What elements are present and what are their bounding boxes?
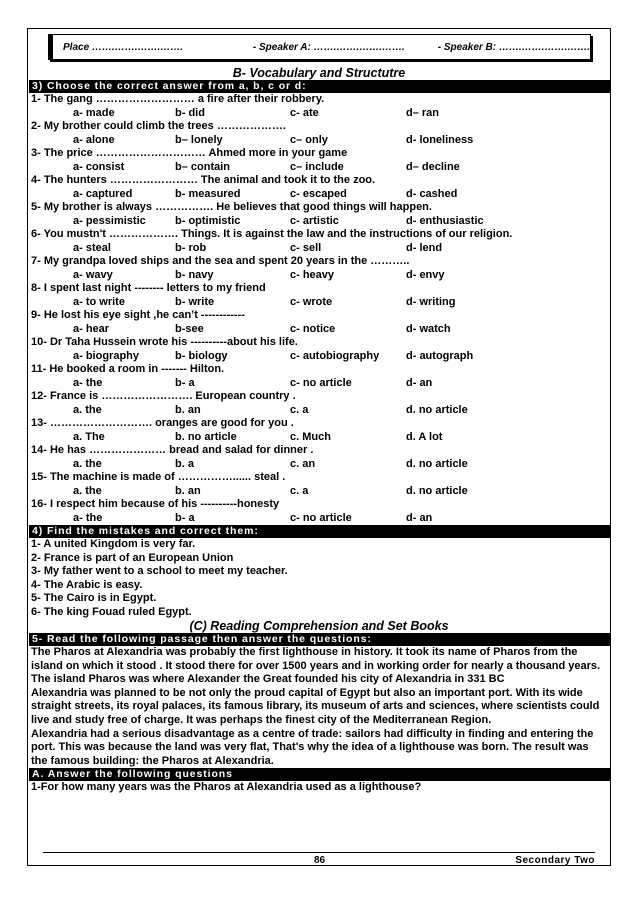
mcq-option: d. no article: [406, 457, 468, 470]
grade-level: Secondary Two: [515, 855, 595, 866]
mcq-option: a- steal: [73, 241, 111, 254]
mcq-option: b-see: [175, 322, 204, 335]
mcq-option: a. the: [73, 403, 102, 416]
mcq-option: b- optimistic: [175, 214, 241, 227]
mcq-option: b- rob: [175, 241, 207, 254]
mcq-question: 4- The hunters …………………… The animal and took it to the zoo.: [31, 174, 376, 186]
mcq-options: [28, 431, 610, 445]
mcq-option: d- autograph: [406, 349, 474, 362]
mcq-option: b- measured: [175, 187, 241, 200]
mcq-option: a- the: [73, 511, 103, 524]
mcq-option: b- a: [175, 511, 195, 524]
mcq-option: a- hear: [73, 322, 110, 335]
mcq-option: a. the: [73, 457, 102, 470]
mcq-options: [28, 377, 610, 391]
mcq-option: d- enthusiastic: [406, 214, 484, 227]
mcq-options: [28, 404, 610, 418]
mcq-options: [28, 107, 610, 121]
mcq-option: a- made: [73, 106, 115, 119]
mcq-options: [28, 323, 610, 337]
mcq-option: a- the: [73, 376, 103, 389]
mcq-options: [28, 512, 610, 526]
mistake-sentence: 2- France is part of an European Union: [31, 551, 234, 564]
mistake-sentence: 6- The king Fouad ruled Egypt.: [31, 605, 192, 618]
mcq-options: [28, 215, 610, 229]
speaker-b-field: - Speaker B: …….…….…….…….: [437, 41, 590, 53]
mcq-option: d- lend: [406, 241, 443, 254]
mcq-question: 5- My brother is always ……………. He believes that good things will happen.: [31, 201, 432, 213]
mcq-option: a- pessimistic: [73, 214, 146, 227]
mcq-question: 7- My grandpa loved ships and the sea and spent 20 years in the ………..: [31, 255, 410, 267]
mcq-option: a- alone: [73, 133, 115, 146]
worksheet-content: [28, 66, 610, 795]
mistakes-list: [28, 538, 610, 619]
mcq-question: 15- The machine is made of ……………...... steal .: [31, 471, 286, 483]
mcq-options: [28, 134, 610, 148]
mcq-options: [28, 161, 610, 175]
mcq-option: a- to write: [73, 295, 125, 308]
mcq-options: [28, 485, 610, 499]
mcq-option: d- writing: [406, 295, 456, 308]
mcq-options: [28, 296, 610, 310]
mcq-option: c- notice: [290, 322, 336, 335]
mcq-question: 9- He lost his eye sight ,he can’t ------------: [31, 309, 245, 321]
mcq-option: c. Much: [290, 430, 331, 443]
mcq-option: c- artistic: [290, 214, 339, 227]
section-a-heading: A. Answer the following questions: [29, 768, 610, 781]
mcq-question: 12- France is ……………………. European country .: [31, 390, 296, 402]
mcq-option: a- consist: [73, 160, 125, 173]
mcq-option: a. The: [73, 430, 105, 443]
mcq-options: [28, 242, 610, 256]
mcq-options: [28, 458, 610, 472]
mcq-option: d. no article: [406, 403, 468, 416]
mcq-question: 8- I spent last night -------- letters to my friend: [31, 282, 266, 294]
mcq-option: b. no article: [175, 430, 237, 443]
mcq-option: d. A lot: [406, 430, 443, 443]
mcq-option: b- write: [175, 295, 215, 308]
question-1: 1-For how many years was the Pharos at Alexandria used as a lighthouse?: [31, 781, 422, 794]
passage-paragraph: Alexandria had a serious disadvantage as a centre of trade: sailors had difficulty in finding and entering the port. This was because the land was very flat, That's why the idea of a lighthouse was born. The result was the famous building: the Pharos at Alexandria.: [31, 727, 594, 767]
mcq-option: b- biology: [175, 349, 228, 362]
mistake-sentence: 4- The Arabic is easy.: [31, 578, 143, 591]
mcq-option: d– decline: [406, 160, 460, 173]
mistake-sentence: 5- The Cairo is in Egypt.: [31, 592, 157, 604]
mcq-option: c- no article: [290, 376, 352, 389]
mcq-question: 3- The price ………………………… Ahmed more in your game: [31, 147, 348, 159]
mcq-option: d- watch: [406, 322, 451, 335]
mcq-list: [28, 93, 610, 525]
mcq-option: d– ran: [406, 106, 440, 119]
mcq-option: c- escaped: [290, 187, 347, 200]
mcq-options: [28, 188, 610, 202]
mcq-question: 11- He booked a room in ------- Hilton.: [31, 363, 225, 375]
mcq-option: a- captured: [73, 187, 133, 200]
mcq-option: b– contain: [175, 160, 231, 173]
mcq-option: c- heavy: [290, 268, 335, 281]
mcq-options: [28, 269, 610, 283]
section-c-title: (C) Reading Comprehension and Set Books: [189, 619, 449, 633]
mcq-option: b- a: [175, 376, 195, 389]
mcq-question: 2- My brother could climb the trees ……………….: [31, 120, 286, 132]
mcq-options: [28, 350, 610, 364]
mcq-option: c- sell: [290, 241, 322, 254]
mcq-option: d- envy: [406, 268, 445, 281]
mcq-option: b. a: [175, 457, 194, 470]
footer: [43, 852, 595, 866]
mcq-option: d- cashed: [406, 187, 458, 200]
mcq-question: 13- ………………………. oranges are good for you .: [31, 417, 294, 429]
section-3-heading: 3) Choose the correct answer from a, b, c or d:: [29, 80, 610, 93]
mcq-option: c- no article: [290, 511, 352, 524]
mcq-option: b- did: [175, 106, 205, 119]
mcq-option: b. an: [175, 484, 201, 497]
passage-paragraph: Alexandria was planned to be not only the proud capital of Egypt but also an important port. With its wide straight streets, its royal palaces, its famous library, its museum of arts and sciences, where scientists could live and study free of charge. It was perhaps the finest city of the Mediterranean Region.: [31, 686, 600, 726]
header-bar: [48, 34, 591, 60]
mcq-option: c– only: [290, 133, 328, 146]
mcq-question: 14- He has ………………… bread and salad for dinner .: [31, 444, 314, 456]
mcq-option: d- an: [406, 376, 433, 389]
mcq-option: c- wrote: [290, 295, 333, 308]
speaker-a-field: - Speaker A: …….…….…….…….: [252, 41, 405, 53]
place-field: Place …….…….…….…….: [63, 41, 184, 53]
mcq-option: c. a: [290, 484, 309, 497]
reading-passage: [28, 646, 610, 768]
mcq-option: a- biography: [73, 349, 140, 362]
mcq-question: 6- You mustn't ………………. Things. It is against the law and the instructions of our religion.: [31, 228, 513, 240]
mcq-option: a- wavy: [73, 268, 113, 281]
mcq-option: b- navy: [175, 268, 214, 281]
mcq-option: d- an: [406, 511, 433, 524]
mistake-sentence: 3- My father went to a school to meet my teacher.: [31, 565, 288, 577]
mcq-option: c- autobiography: [290, 349, 380, 362]
section-4-heading: 4) Find the mistakes and correct them:: [29, 525, 610, 538]
passage-paragraph: The Pharos at Alexandria was probably the first lighthouse in history. It took its name of Pharos from the island on which it stood . It stood there for over 1500 years and in working order for nearly a thousand years. The island Pharos was where Alexander the Great founded his city of Alexandria in 331 BC: [31, 646, 601, 686]
mcq-question: 10- Dr Taha Hussein wrote his ----------about his life.: [31, 336, 298, 348]
mcq-option: d. no article: [406, 484, 468, 497]
mcq-option: c. an: [290, 457, 316, 470]
mcq-option: c- ate: [290, 106, 319, 119]
mcq-option: a. the: [73, 484, 102, 497]
mistake-sentence: 1- A united Kingdom is very far.: [31, 538, 196, 550]
section-5-heading: 5- Read the following passage then answer the questions:: [29, 633, 610, 646]
mcq-option: d- loneliness: [406, 133, 474, 146]
page-number: 86: [314, 855, 326, 866]
mcq-question: 1- The gang ……………………… a fire after their robbery.: [31, 93, 325, 105]
mcq-option: c– include: [290, 160, 344, 173]
mcq-option: b. an: [175, 403, 201, 416]
mcq-option: c. a: [290, 403, 309, 416]
mcq-question: 16- I respect him because of his ----------honesty: [31, 498, 280, 510]
mcq-option: b– lonely: [175, 133, 223, 146]
section-b-title: B- Vocabulary and Structutre: [232, 66, 406, 80]
